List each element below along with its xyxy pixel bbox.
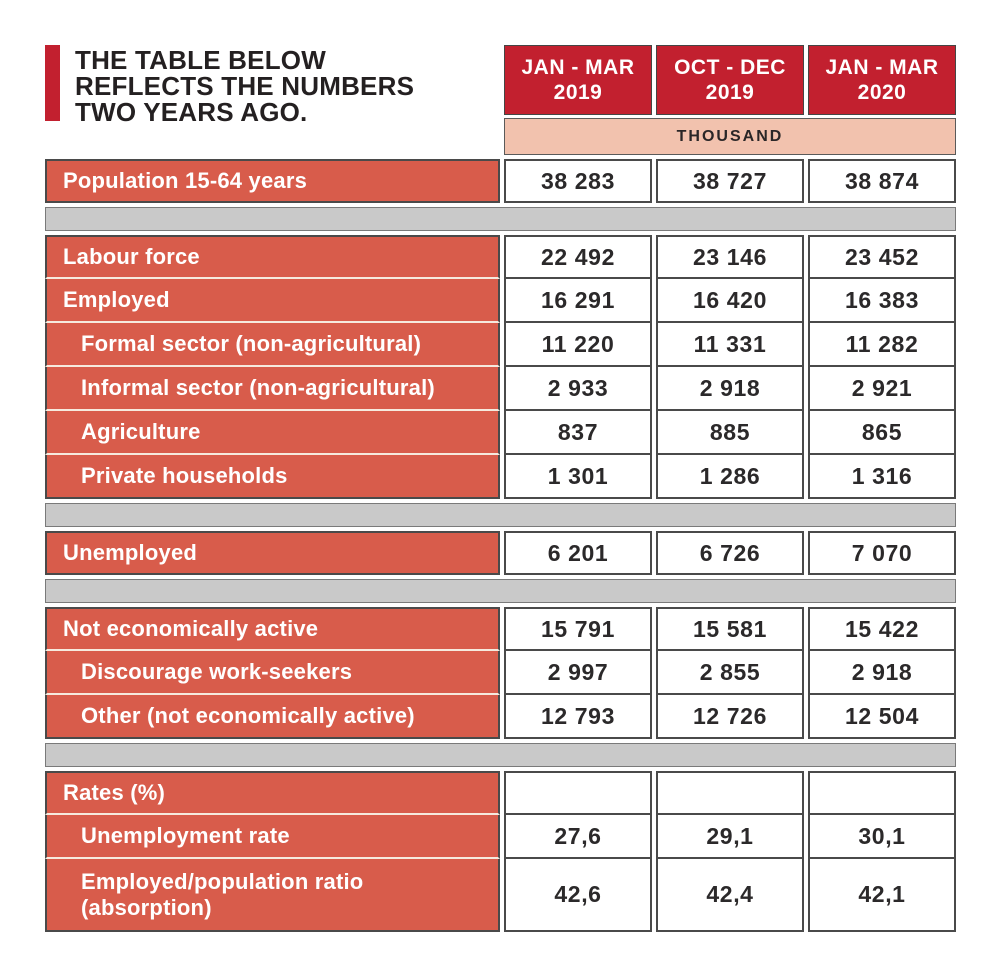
- column-year: 2019: [553, 81, 603, 104]
- table-body: [45, 159, 956, 932]
- table-row: [45, 815, 956, 859]
- row-label: Unemployed: [45, 531, 500, 575]
- section-spacer: [45, 207, 956, 231]
- value-cell: [504, 771, 652, 815]
- row-label: Population 15-64 years: [45, 159, 500, 203]
- table-row: [45, 695, 956, 739]
- column-period: JAN - MAR: [521, 56, 635, 79]
- row-label: Not economically active: [45, 607, 500, 651]
- column-header-jan-mar-2019: [504, 45, 652, 115]
- value-cell: 865: [808, 411, 956, 455]
- title-block: [45, 45, 500, 155]
- value-cell: 29,1: [656, 815, 804, 859]
- value-cell: 6 726: [656, 531, 804, 575]
- value-cell: 42,4: [656, 859, 804, 932]
- section-spacer: [45, 503, 956, 527]
- row-label: Informal sector (non-agricultural): [45, 367, 500, 411]
- column-period: JAN - MAR: [825, 56, 939, 79]
- row-label: Employed: [45, 279, 500, 323]
- value-cell: 11 331: [656, 323, 804, 367]
- table-row: [45, 323, 956, 367]
- value-cell: 7 070: [808, 531, 956, 575]
- value-cell: 16 420: [656, 279, 804, 323]
- value-cell: [808, 771, 956, 815]
- row-label: Labour force: [45, 235, 500, 279]
- column-header-jan-mar-2020: [808, 45, 956, 115]
- value-cell: 22 492: [504, 235, 652, 279]
- table-row: [45, 531, 956, 575]
- red-accent-bar: [45, 45, 60, 121]
- column-header-oct-dec-2019: [656, 45, 804, 115]
- value-cell: 2 933: [504, 367, 652, 411]
- column-year: 2020: [857, 81, 907, 104]
- table-row: [45, 367, 956, 411]
- row-label: Agriculture: [45, 411, 500, 455]
- table-row: [45, 859, 956, 932]
- table-row: [45, 159, 956, 203]
- value-cell: 11 220: [504, 323, 652, 367]
- table-header: [45, 45, 956, 155]
- value-cell: 2 997: [504, 651, 652, 695]
- row-label: Employed/population ratio (absorption): [45, 859, 500, 932]
- row-label: Private households: [45, 455, 500, 499]
- table-row: [45, 607, 956, 651]
- value-cell: 27,6: [504, 815, 652, 859]
- value-cell: 15 791: [504, 607, 652, 651]
- value-cell: [656, 771, 804, 815]
- row-label: Rates (%): [45, 771, 500, 815]
- row-label: Other (not economically active): [45, 695, 500, 739]
- value-cell: 1 316: [808, 455, 956, 499]
- table-row: [45, 279, 956, 323]
- value-cell: 38 874: [808, 159, 956, 203]
- value-cell: 2 855: [656, 651, 804, 695]
- value-cell: 42,1: [808, 859, 956, 932]
- value-cell: 38 283: [504, 159, 652, 203]
- row-label: Discourage work-seekers: [45, 651, 500, 695]
- table-row: [45, 235, 956, 279]
- value-cell: 16 383: [808, 279, 956, 323]
- value-cell: 885: [656, 411, 804, 455]
- value-cell: 38 727: [656, 159, 804, 203]
- value-cell: 1 301: [504, 455, 652, 499]
- column-period: OCT - DEC: [674, 56, 786, 79]
- value-cell: 6 201: [504, 531, 652, 575]
- value-cell: 1 286: [656, 455, 804, 499]
- value-cell: 2 921: [808, 367, 956, 411]
- table-row: [45, 455, 956, 499]
- title-line-2: REFLECTS THE NUMBERS: [75, 71, 415, 101]
- value-cell: 30,1: [808, 815, 956, 859]
- value-cell: 2 918: [656, 367, 804, 411]
- row-label: Formal sector (non-agricultural): [45, 323, 500, 367]
- row-label: Unemployment rate: [45, 815, 500, 859]
- value-cell: 837: [504, 411, 652, 455]
- title-line-3: TWO YEARS AGO.: [75, 97, 308, 127]
- value-cell: 12 793: [504, 695, 652, 739]
- value-cell: 11 282: [808, 323, 956, 367]
- unit-label: THOUSAND: [676, 127, 784, 145]
- page-title: [75, 45, 414, 125]
- table-row: [45, 651, 956, 695]
- title-line-1: THE TABLE BELOW: [75, 45, 326, 75]
- section-spacer: [45, 579, 956, 603]
- value-cell: 12 726: [656, 695, 804, 739]
- value-cell: 23 146: [656, 235, 804, 279]
- value-cell: 12 504: [808, 695, 956, 739]
- unit-band: [504, 118, 956, 155]
- value-cell: 15 581: [656, 607, 804, 651]
- value-cell: 42,6: [504, 859, 652, 932]
- section-spacer: [45, 743, 956, 767]
- value-cell: 16 291: [504, 279, 652, 323]
- value-cell: 23 452: [808, 235, 956, 279]
- table-row: [45, 771, 956, 815]
- column-year: 2019: [705, 81, 755, 104]
- value-cell: 15 422: [808, 607, 956, 651]
- value-cell: 2 918: [808, 651, 956, 695]
- table-row: [45, 411, 956, 455]
